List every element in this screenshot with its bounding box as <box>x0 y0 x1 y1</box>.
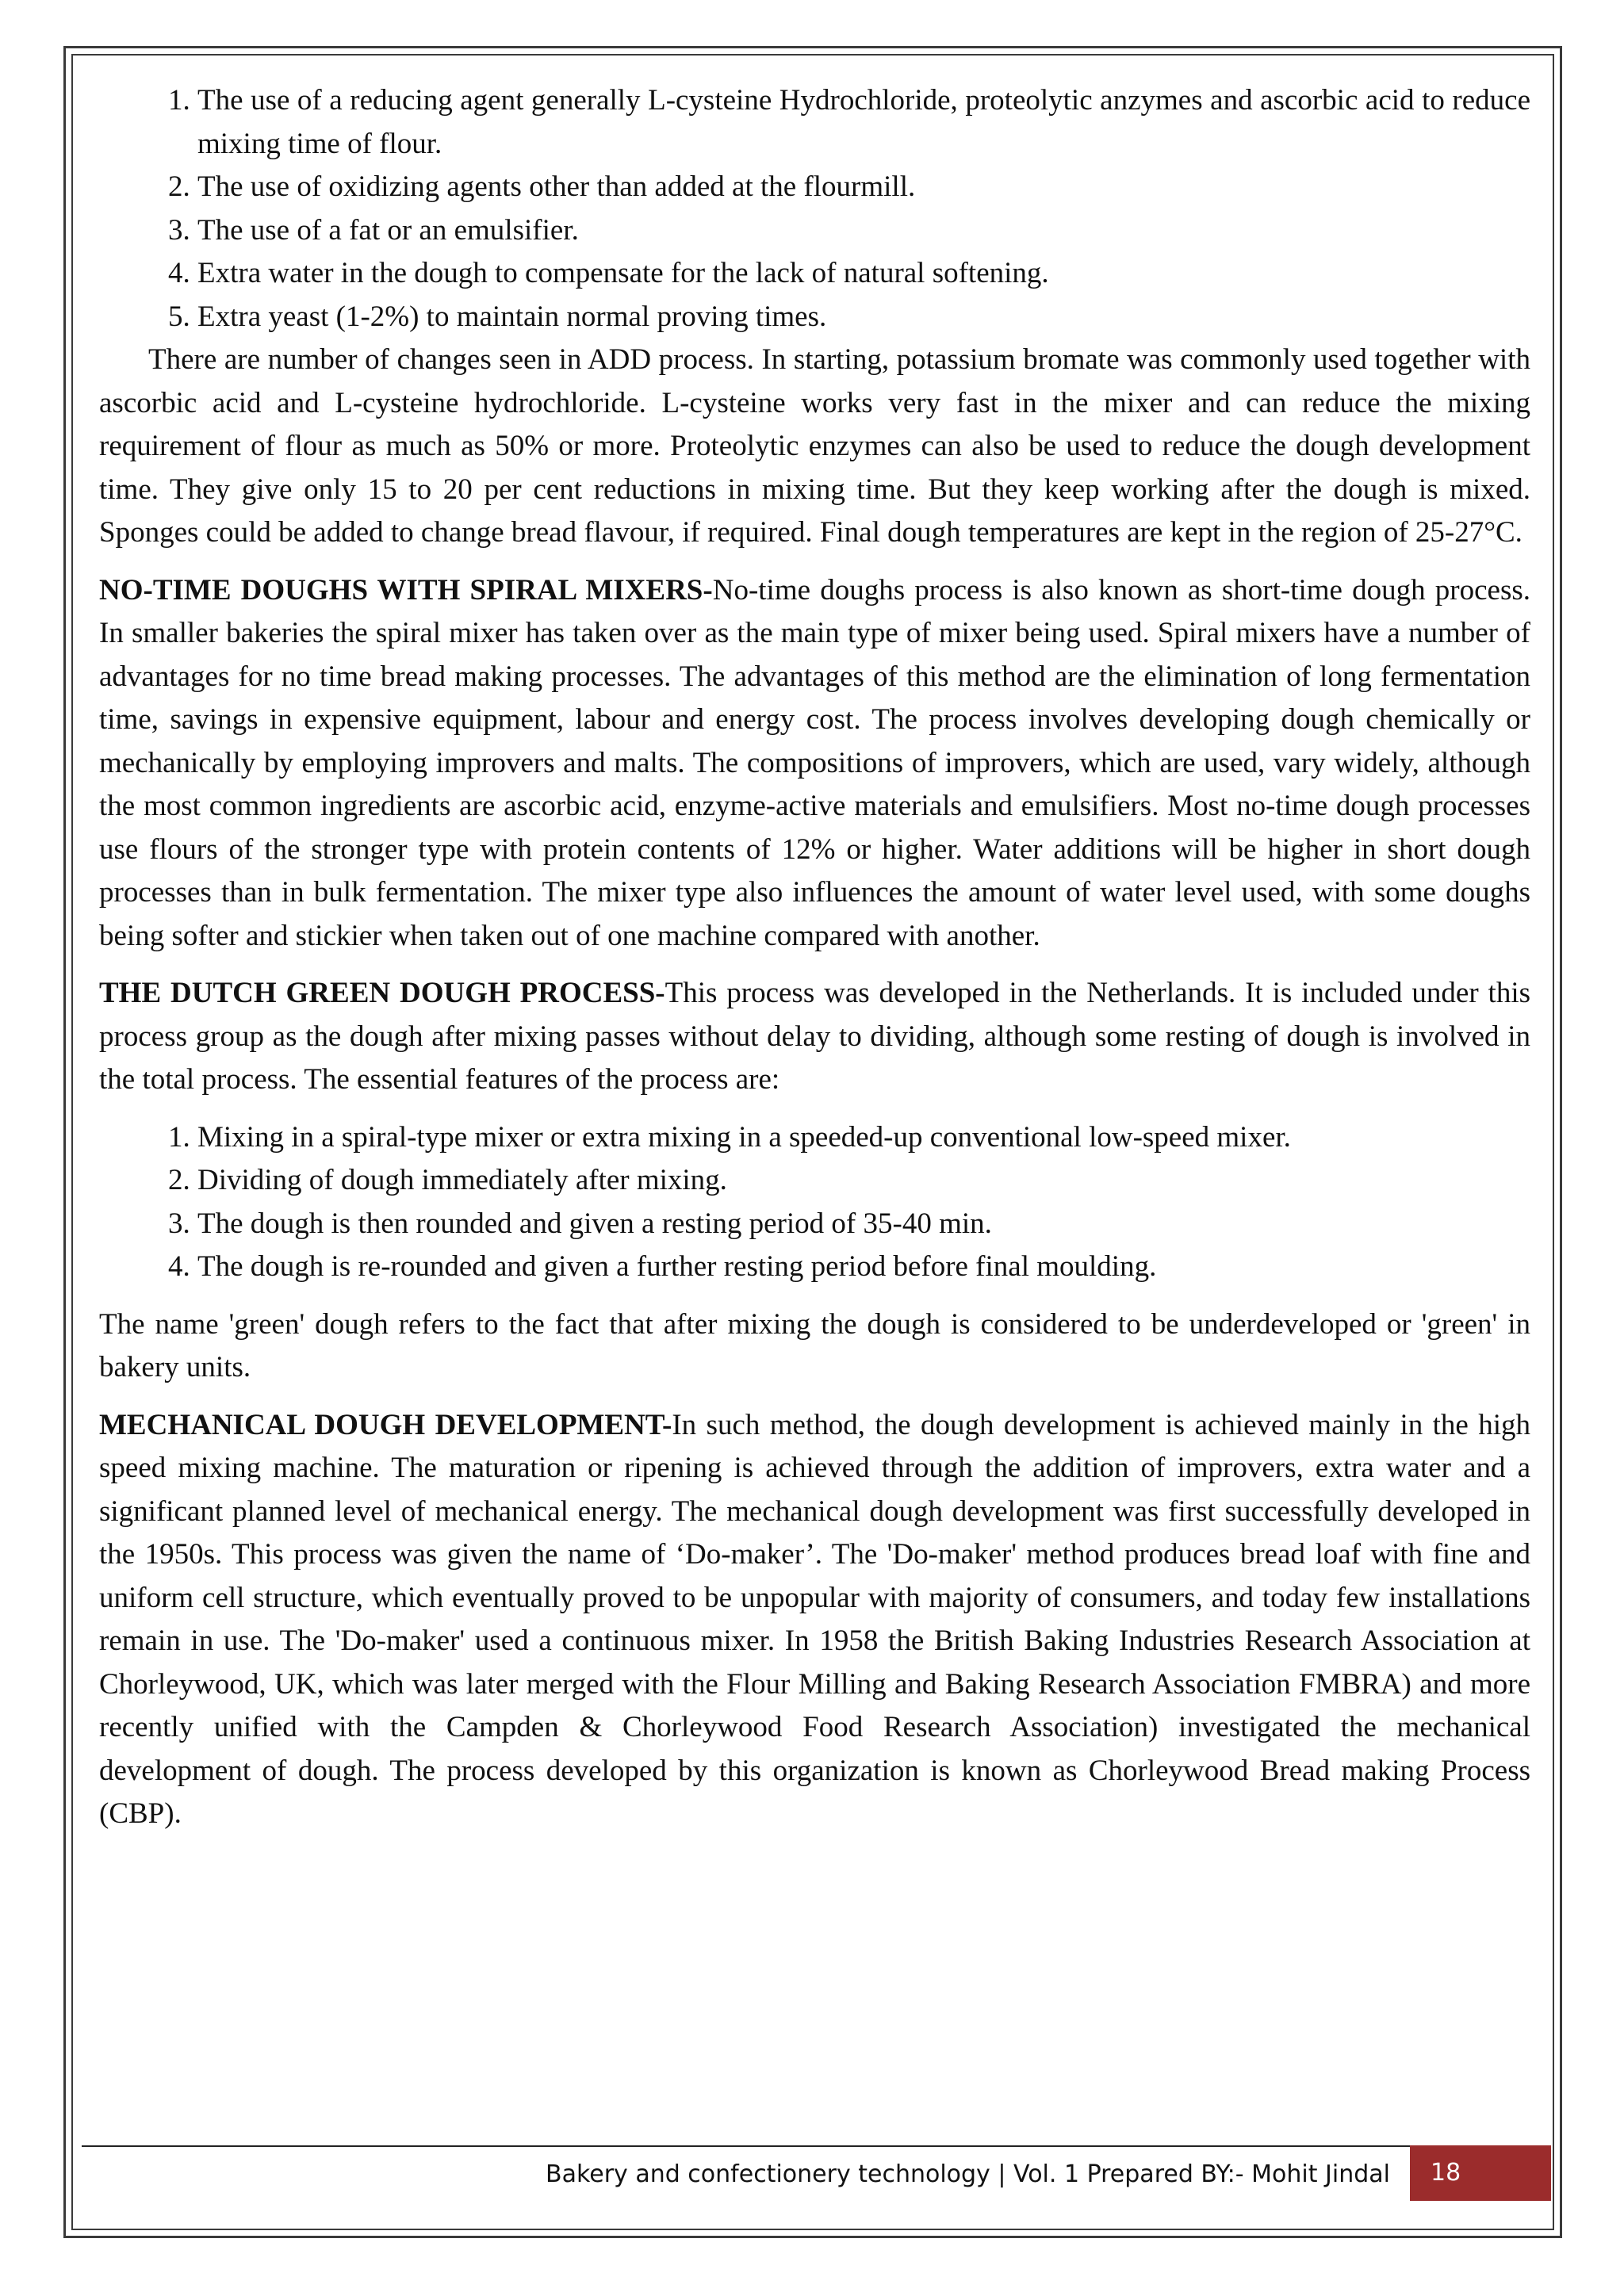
add-requirements-list <box>99 79 1530 339</box>
dutch-body: This process was developed in the Netherlands. It is included under this process group as the dough after mixing passes without delay to dividing, although some resting of dough is involved in the total process. The essential features of the process are: <box>99 977 1530 1096</box>
list-item: 4. The dough is re-rounded and given a further resting period before final moulding. <box>197 1246 1530 1289</box>
mdd-section <box>99 1404 1530 1836</box>
page-content <box>99 79 1530 1836</box>
footer-rule <box>82 2145 1410 2147</box>
footer-text: Bakery and confectionery technology | Vol. 1 Prepared BY:- Mohit Jindal <box>545 2160 1390 2188</box>
dutch-features-list <box>99 1116 1530 1289</box>
list-item: 2. Dividing of dough immediately after mixing. <box>197 1159 1530 1203</box>
green-dough-paragraph: The name 'green' dough refers to the fact that after mixing the dough is considered to be underdeveloped or 'green' in bakery units. <box>99 1307 1530 1383</box>
notime-body: No-time doughs process is also known as short-time dough process. In smaller bakeries the spiral mixer has taken over as the main type of mixer being used. Spiral mixers have a number of advantages for no time bread making processes. The advantages of this method are the elimination of long fermentation time, savings in expensive equipment, labour and energy cost. The process involves developing dough chemically or mechanically by employing improvers and malts. The compositions of improvers, which are used, vary widely, although the most common ingredients are ascorbic acid, enzyme-active materials and emulsifiers. Most no-time dough processes use flours of the stronger type with protein contents of 12% or higher. Water additions will be higher in short dough processes than in bulk fermentation. The mixer type also influences the amount of water level used, with some doughs being softer and stickier when taken out of one machine compared with another. <box>99 573 1530 952</box>
list-item: 4. Extra water in the dough to compensate for the lack of natural softening. <box>197 252 1530 296</box>
notime-heading: NO-TIME DOUGHS WITH SPIRAL MIXERS- <box>99 573 713 607</box>
page-number: 18 <box>1410 2145 1551 2201</box>
list-item: 2. The use of oxidizing agents other than added at the flourmill. <box>197 166 1530 209</box>
add-process-paragraph: There are number of changes seen in ADD process. In starting, potassium bromate was commonly used together with ascorbic acid and L-cysteine hydrochloride. L-cysteine works very fast in the mixer and can reduce the mixing requirement of flour as much as 50% or more. Proteolytic enzymes can also be used to reduce the dough development time. They give only 15 to 20 per cent reductions in mixing time. But they keep working after the dough is mixed. Sponges could be added to change bread flavour, if required. Final dough temperatures are kept in the region of 25-27°C. <box>99 343 1530 549</box>
dutch-heading: THE DUTCH GREEN DOUGH PROCESS- <box>99 977 665 1009</box>
list-item: 1. Mixing in a spiral-type mixer or extra mixing in a speeded-up conventional low-speed mixer. <box>197 1116 1530 1160</box>
list-item: 3. The use of a fat or an emulsifier. <box>197 209 1530 253</box>
dutch-section <box>99 972 1530 1102</box>
notime-section <box>99 569 1530 959</box>
mdd-heading: MECHANICAL DOUGH DEVELOPMENT- <box>99 1408 672 1441</box>
list-item: 5. Extra yeast (1-2%) to maintain normal proving times. <box>197 296 1530 339</box>
mdd-body: In such method, the dough development is achieved mainly in the high speed mixing machine. The maturation or ripening is achieved through the addition of improvers, extra water and a significant planned level of mechanical energy. The mechanical dough development was first successfully developed in the 1950s. This process was given the name of ‘Do-maker’. The 'Do-maker' method produces bread loaf with fine and uniform cell structure, which eventually proved to be unpopular with majority of consumers, and today few installations remain in use. The 'Do-maker' used a continuous mixer. In 1958 the British Baking Industries Research Association at Chorleywood, UK, which was later merged with the Flour Milling and Baking Research Association FMBRA) and more recently unified with the Campden & Chorleywood Food Research Association) investigated the mechanical development of dough. The process developed by this organization is known as Chorleywood Bread making Process (CBP). <box>99 1408 1530 1830</box>
list-item: 3. The dough is then rounded and given a resting period of 35-40 min. <box>197 1203 1530 1246</box>
list-item: 1. The use of a reducing agent generally L-cysteine Hydrochloride, proteolytic anzymes and ascorbic acid to reduce mixing time of flour. <box>197 79 1530 166</box>
